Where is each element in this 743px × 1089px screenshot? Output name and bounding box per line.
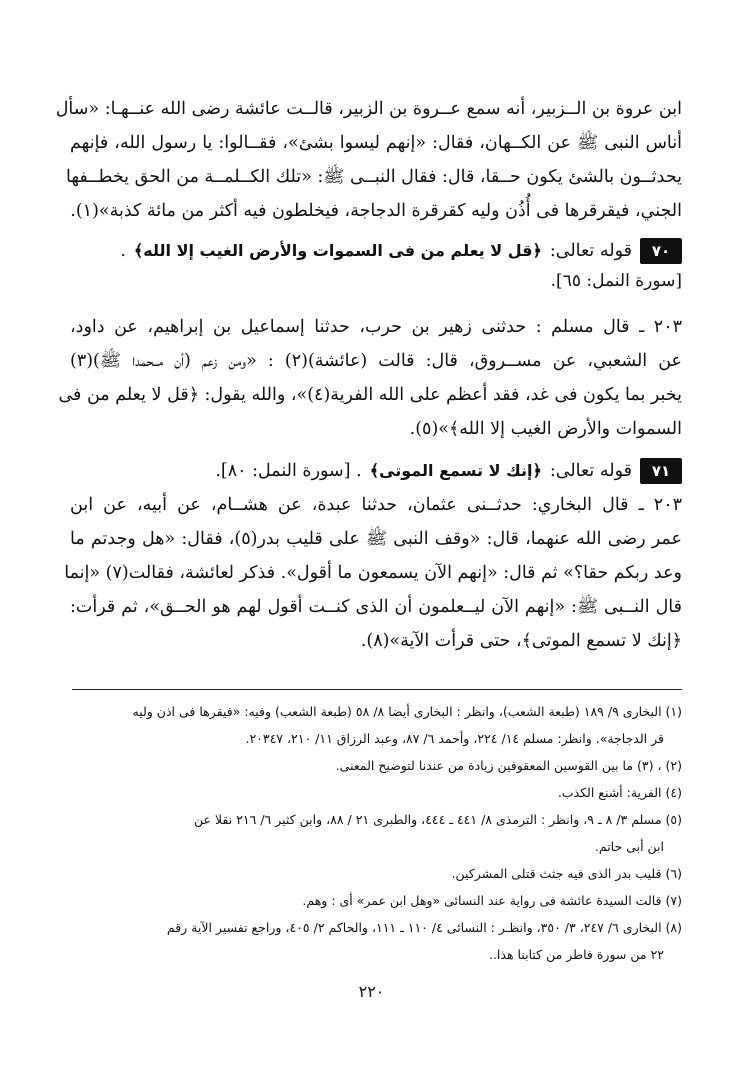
footnote-5 xyxy=(70,806,682,860)
section-heading-71 xyxy=(70,454,682,488)
footnote-2-3 xyxy=(70,752,682,779)
surah-reference: . [سورة النمل: ٨٠]. xyxy=(215,461,362,481)
footnote-text: (١) البخارى ٩/ ١٨٩ (طبعة الشعب)، وانظر : البخارى أيضا ٨/ ٥٨ (طبعة الشعب) وفيه: «فيقرها فى اذن وليه xyxy=(132,704,682,719)
text-line: يحدثــون بالشئ يكون حــقا، قال: فقال النبــى ﷺ: «تلك الكــلمــة من الحق يخطــفها xyxy=(66,167,682,187)
footnote-text: (٦) قليب بدر الذى فيه جثث قتلى المشركين. xyxy=(451,866,682,881)
text-line: عن الشعبي، عن مســروق، قال: قالت (عائشة)(٢) : «ومن زعم (أن مــحمدا ﷺ)(٣) xyxy=(70,351,682,371)
text-line: ﴿إنك لا تسمع الموتى﴾، حتى قرأت الآية»(٨). xyxy=(360,631,682,651)
section-heading-70 xyxy=(70,236,682,266)
section-number-badge: ٧٠ xyxy=(640,238,682,264)
footnote-7 xyxy=(70,887,682,914)
footnotes xyxy=(70,698,682,968)
text-line: قال النــبى ﷺ: «إنهم الآن ليــعلمون أن الذى كنــت أقول لهم هو الحــق»، ثم قرأت: xyxy=(70,597,683,617)
footnote-text: (٨) البخارى ٦/ ٢٤٧، ٣/ ٣٥٠، وانظـر : النسائى ٤/ ١١٠ ـ ١١١، والحاكم ٢/ ٤٠٥، وراجع تفسير الآية رقم xyxy=(166,920,682,935)
footnote-text: (٢) ، (٣) ما بين القوسين المعقوفين زيادة من عندنا لتوضيح المعنى. xyxy=(335,758,682,773)
quran-verse: ﴿إنك لا تسمع الموتى﴾ xyxy=(369,461,542,480)
footnote-4 xyxy=(70,779,682,806)
text-line: أناس النبى ﷺ عن الكــهان، فقال: «إنهم ليسوا بشئ»، فقــالوا: يا رسول الله، فإنهم xyxy=(70,133,682,153)
quran-verse: ﴿قل لا يعلم من فى السموات والأرض الغيب إلا الله﴾ xyxy=(133,241,542,260)
footnote-8 xyxy=(70,914,682,968)
heading-lead: قوله تعالى: xyxy=(549,241,632,261)
footnote-text: (٧) قالت السيدة عائشة فى رواية عند النسائى «وهل ابن عمر» أى : وهم. xyxy=(302,893,682,908)
section-number-badge: ٧١ xyxy=(640,458,682,484)
footnote-continuation: ٢٢ من سورة فاطر من كتابنا هذا.. xyxy=(488,947,664,962)
text-line: ابن عروة بن الــزبير، أنه سمع عــروة بن الزبير، قالــت عائشة رضى الله عنــهـا: «سأل xyxy=(55,99,682,119)
paragraph-hadith-bukhari xyxy=(64,488,683,658)
text-line: الجني، فيقرقرها فى أُذُن وليه كقرقرة الدجاجة، فيخلطون فيه أكثر من مائة كذبة»(١). xyxy=(70,201,682,221)
text-line: ٢٠٣ ـ قال البخاري: حدثــنى عثمان، حدثنا عبدة، عن هشــام، عن أبيه، عن ابن xyxy=(70,495,682,515)
footnote-divider xyxy=(72,689,682,690)
period: . xyxy=(120,241,126,261)
footnote-6 xyxy=(70,860,682,887)
footnote-continuation: ابن أبى حاتم. xyxy=(594,839,664,854)
footnote-text: (٥) مسلم ٣/ ٨ ـ ٩، وانظر : الترمذى ٨/ ٤٤١ ـ ٤٤٤، والطبرى ٢١ / ٨٨، وابن كثير ٦/ ٢١٦ نقلا عن xyxy=(194,812,682,827)
page-number: ٢٢٠ xyxy=(358,982,385,1001)
text-line: وعد ربكم حقا؟» ثم قال: «إنهم الآن يسمعون ما أقول». فذكر لعائشة، فقالت(٧) «إنما xyxy=(64,563,682,583)
heading-lead: قوله تعالى: xyxy=(549,461,632,481)
text-line: يخبر بما يكون فى غد، فقد أعظم على الله الفرية(٤)»، والله يقول: ﴿قل لا يعلم من فى xyxy=(58,385,682,405)
paragraph-hadith-muslim xyxy=(58,310,682,446)
text-line: عمر رضى الله عنهما، قال: «وقف النبى ﷺ على قليب بدر(٥)، فقال: «هل وجدتم ما xyxy=(70,529,682,549)
footnote-1 xyxy=(70,698,682,752)
footnote-continuation: قر الدجاجة». وانظر: مسلم ١٤/ ٢٢٤، وأحمد ٦/ ٨٧، وعبد الرزاق ١١/ ٢١٠، ٢٠٣٤٧. xyxy=(245,731,664,746)
surah-reference: [سورة النمل: ٦٥]. xyxy=(550,271,682,291)
text-line: السموات والأرض الغيب إلا الله﴾»(٥). xyxy=(409,419,682,439)
main-text xyxy=(55,92,683,658)
footnote-text: (٤) الفرية: أشنع الكذب. xyxy=(557,785,682,800)
text-line: ٢٠٣ ـ قال مسلم : حدثنى زهير بن حرب، حدثنا إسماعيل بن إبراهيم، عن داود، xyxy=(70,317,682,337)
paragraph-hadith-aisha-kuhhan xyxy=(55,92,682,228)
